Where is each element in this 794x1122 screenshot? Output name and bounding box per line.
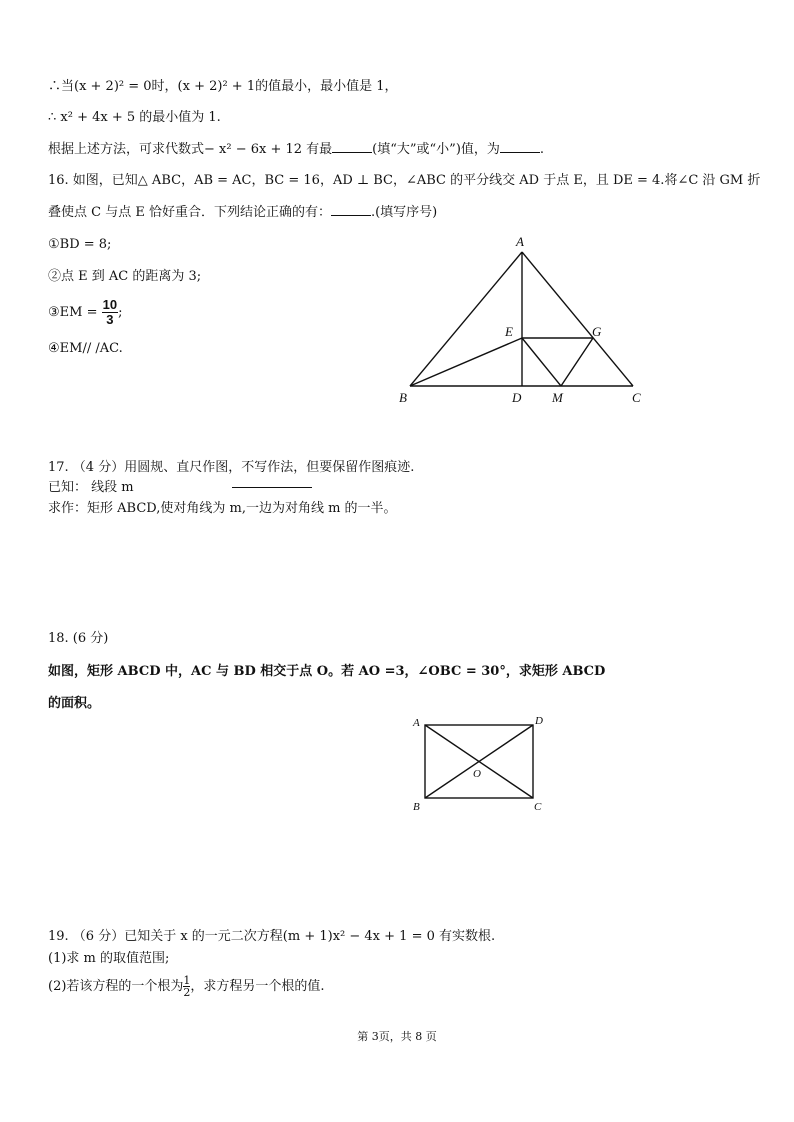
q18-title-text: 18. (6 分) xyxy=(48,631,109,646)
q19-part-2-text-a: (2)若该方程的一个根为 xyxy=(48,979,184,994)
q16-option-3 xyxy=(48,296,122,330)
segment-em xyxy=(522,338,561,386)
fraction-numerator: 1 xyxy=(183,974,191,987)
page-number-text: 第 3页，共 8 页 xyxy=(357,1030,437,1043)
q18-stem-line-2 xyxy=(48,695,100,713)
fraction-denominator: 3 xyxy=(106,312,114,327)
segment-ac xyxy=(522,252,633,386)
derivation-line-2 xyxy=(48,109,221,127)
q19-part-1 xyxy=(48,950,169,968)
segment-m-line xyxy=(232,487,312,488)
derivation-text-1: ∴当(x + 2)² = 0时，(x + 2)² + 1的值最小，最小值是 1， xyxy=(48,79,398,94)
q19-title xyxy=(48,928,495,946)
q16-option-4-text: ④EM// /AC. xyxy=(48,341,123,356)
answer-blank-1 xyxy=(332,140,372,153)
fraction-denominator: 2 xyxy=(183,986,191,999)
q19-title-text: 19. （6 分）已知关于 x 的一元二次方程(m + 1)x² − 4x + 1 = 0 有实数根. xyxy=(48,929,496,944)
segment-be xyxy=(410,338,522,386)
label-b: B xyxy=(399,390,407,405)
page-footer xyxy=(0,1028,794,1044)
q16-stem-line-1 xyxy=(48,172,760,190)
q16-option-2-text: ②点 E 到 AC 的距离为 3; xyxy=(48,269,202,284)
derivation-text-3b: (填“大”或“小”)值，为 xyxy=(372,142,500,157)
label-b: B xyxy=(413,801,420,813)
label-g: G xyxy=(592,324,602,339)
q17-known-text: 已知： 线段 m xyxy=(48,480,134,495)
q16-answer-blank xyxy=(331,203,371,216)
q16-option-4 xyxy=(48,340,123,358)
q16-stem-line-2 xyxy=(48,203,437,222)
segment-ab xyxy=(410,252,522,386)
q16-stem-text-2b: .(填写序号) xyxy=(370,205,438,220)
q17-title xyxy=(48,459,414,477)
derivation-line-3 xyxy=(48,140,544,159)
q16-option-2 xyxy=(48,268,201,286)
q16-option-1 xyxy=(48,236,111,254)
derivation-line-1 xyxy=(48,78,398,96)
q16-stem-text-1: 16. 如图，已知△ ABC，AB = AC，BC = 16，AD ⊥ BC，∠ABC 的平分线交 AD 于点 E，且 DE = 4.将∠C 沿 GM 折 xyxy=(48,173,761,188)
q17-known xyxy=(48,479,134,497)
label-m: M xyxy=(552,390,563,405)
answer-blank-2 xyxy=(500,140,540,153)
q18-stem-line-1 xyxy=(48,663,605,681)
label-d: D xyxy=(512,390,522,405)
derivation-text-3c: . xyxy=(539,142,545,157)
derivation-text-2: ∴ x² + 4x + 5 的最小值为 1. xyxy=(48,110,221,125)
q16-option-1-text: ①BD = 8; xyxy=(48,237,112,252)
q17-title-text: 17. （4 分）用圆规、直尺作图，不写作法，但要保留作图痕迹. xyxy=(48,460,415,475)
q18-stem-text-1: 如图，矩形 ABCD 中，AC 与 BD 相交于点 O。若 AO =3，∠OBC = 30°，求矩形 ABCD xyxy=(48,664,606,679)
q17-task xyxy=(48,500,397,518)
label-c: C xyxy=(534,801,542,813)
label-o: O xyxy=(473,768,481,780)
q18-stem-text-2: 的面积。 xyxy=(48,696,101,711)
label-c: C xyxy=(632,390,641,405)
label-e: E xyxy=(505,324,513,339)
q19-part-2 xyxy=(48,972,325,1002)
q16-option-3-suffix: ; xyxy=(118,305,123,320)
q19-part-2-text-b: ，求方程另一个根的值. xyxy=(190,979,325,994)
q19-part-1-text: (1)求 m 的取值范围; xyxy=(48,951,170,966)
q16-option-3-prefix: ③EM = xyxy=(48,305,98,320)
segment-mg xyxy=(561,338,593,386)
q16-stem-text-2a: 叠使点 C 与点 E 恰好重合．下列结论正确的有： xyxy=(48,205,331,220)
q16-option-3-fraction xyxy=(102,298,118,327)
derivation-text-3a: 根据上述方法，可求代数式− x² − 6x + 12 有最 xyxy=(48,142,333,157)
q17-task-text: 求作：矩形 ABCD,使对角线为 m,一边为对角线 m 的一半。 xyxy=(48,501,397,516)
q18-rectangle-figure xyxy=(408,712,558,816)
fraction-numerator: 10 xyxy=(102,297,118,312)
label-d: D xyxy=(535,715,543,727)
q16-triangle-figure xyxy=(395,232,655,412)
label-a: A xyxy=(413,717,420,729)
label-a: A xyxy=(516,234,524,249)
q18-title xyxy=(48,630,108,648)
